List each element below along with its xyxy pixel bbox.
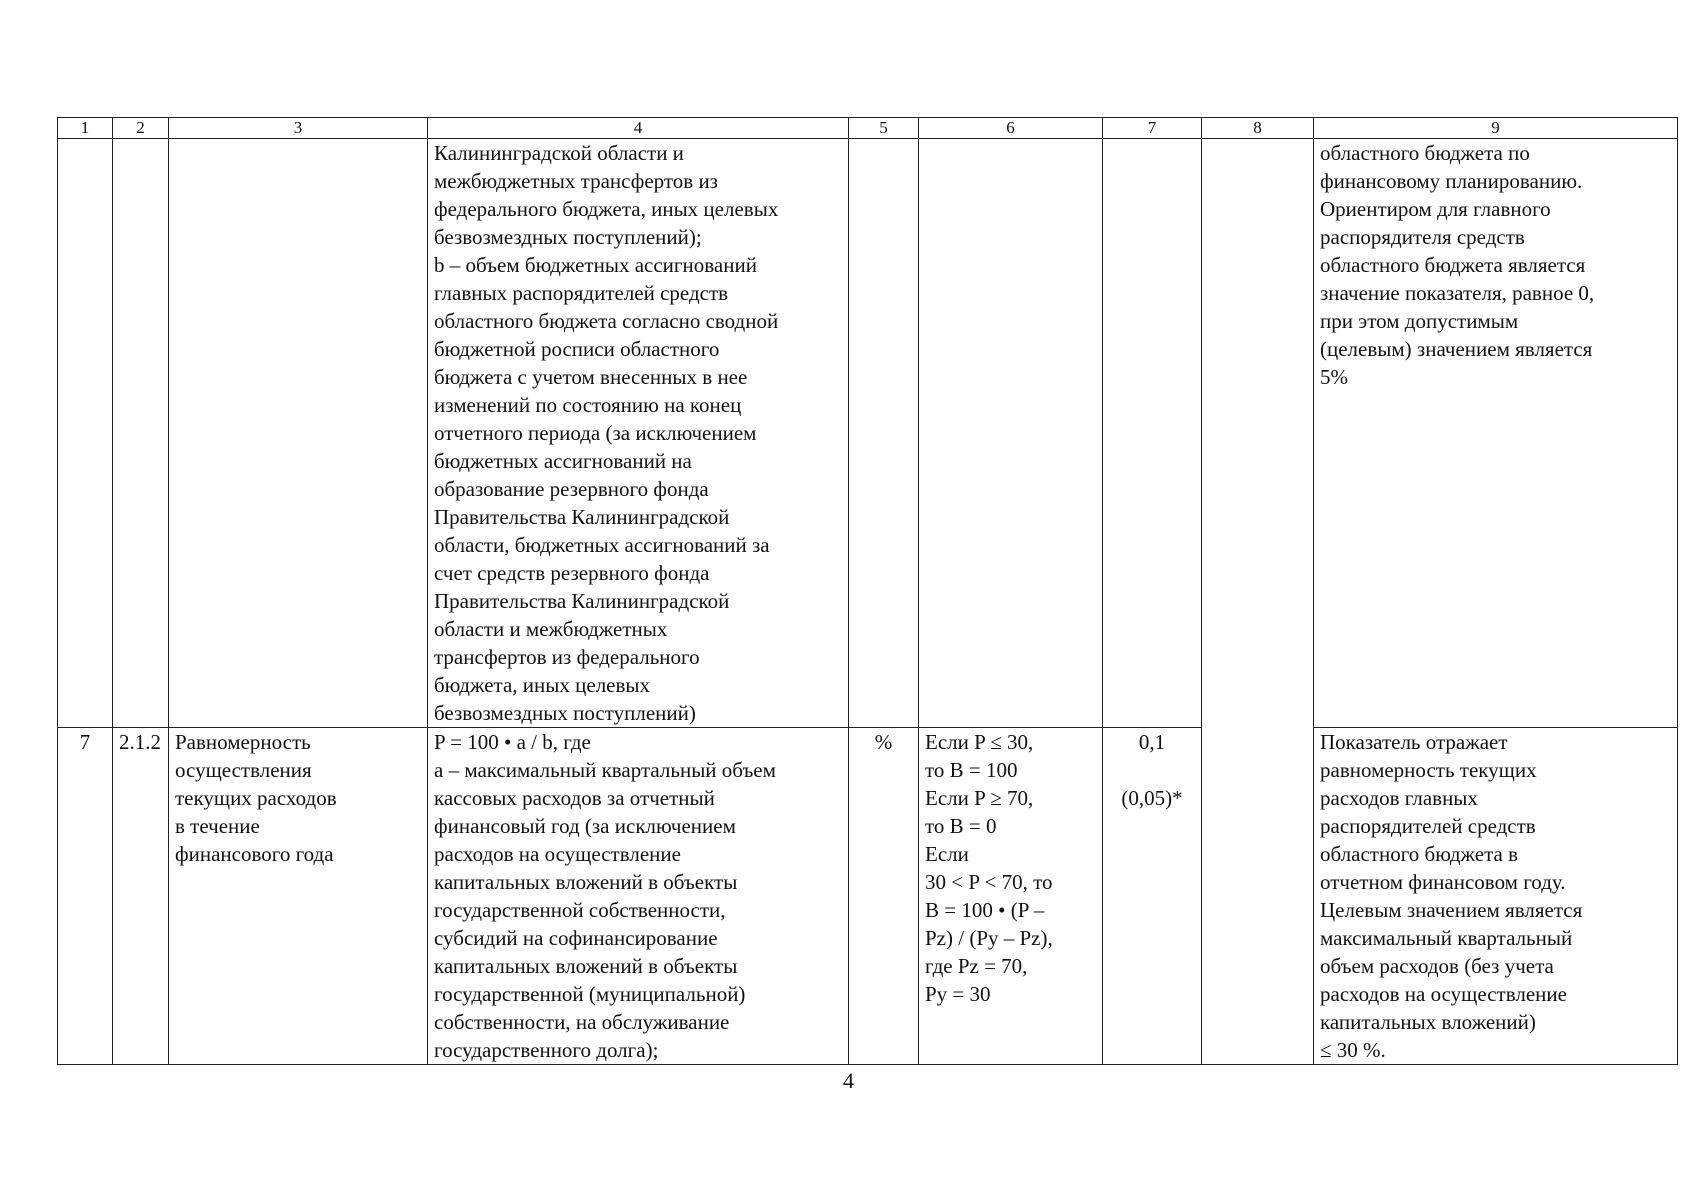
column-8-merged-cell — [1202, 139, 1314, 1065]
column-header-7: 7 — [1103, 118, 1202, 139]
column-header-8: 8 — [1202, 118, 1314, 139]
continuation-cell-1 — [58, 139, 113, 728]
continuation-cell-7 — [1103, 139, 1202, 728]
indicator-formula: P = 100 • a / b, где a – максимальный квартальный объем кассовых расходов за отчетный финансовый год (за исключением расходов на осуществление капитальных вложений в объекты государственной собственности, субсидий на софинансирование капитальных вложений в объекты государственной (муниципальной) собственности, на обслуживание государственного долга); — [428, 728, 849, 1065]
column-number-row — [58, 118, 1678, 139]
continuation-formula-text: Калининградской области и межбюджетных трансфертов из федерального бюджета, иных целевых безвозмездных поступлений); b – объем бюджетных ассигнований главных распорядителей средств областного бюджета согласно сводной бюджетной росписи областного бюджета с учетом внесенных в нее изменений по состоянию на конец отчетного периода (за исключением бюджетных ассигнований на образование резервного фонда Правительства Калининградской области, бюджетных ассигнований за счет средств резервного фонда Правительства Калининградской области и межбюджетных трансфертов из федерального бюджета, иных целевых безвозмездных поступлений) — [428, 139, 849, 728]
column-header-9: 9 — [1314, 118, 1678, 139]
weight-gap — [1109, 756, 1195, 784]
continuation-comment-text: областного бюджета по финансовому планированию. Ориентиром для главного распорядителя средств областного бюджета является значение показателя, равное 0, при этом допустимым (целевым) значением является 5% — [1314, 139, 1678, 728]
scoring-rule: Если P ≤ 30, то B = 100 Если P ≥ 70, то B = 0 Если 30 < P < 70, то B = 100 • (P – Pz) / (Py – Pz), где Pz = 70, Py = 30 — [919, 728, 1103, 1065]
page-number: 4 — [843, 1068, 854, 1093]
table-row-7 — [58, 728, 1678, 1065]
indicator-table — [57, 117, 1678, 1065]
continuation-cell-6 — [919, 139, 1103, 728]
weight-alt-value: (0,05)* — [1121, 786, 1183, 810]
indicator-comment: Показатель отражает равномерность текущих расходов главных распорядителей средств областного бюджета в отчетном финансовом году. Целевым значением является максимальный квартальный объем расходов (без учета расходов на осуществление капитальных вложений) ≤ 30 %. — [1314, 728, 1678, 1065]
row-number: 7 — [58, 728, 113, 1065]
indicator-name: Равномерность осуществления текущих расходов в течение финансового года — [169, 728, 428, 1065]
column-header-2: 2 — [113, 118, 169, 139]
continuation-row — [58, 139, 1678, 728]
column-header-6: 6 — [919, 118, 1103, 139]
weight-value: 0,1 — [1138, 730, 1166, 754]
unit-of-measure: % — [849, 728, 919, 1065]
column-header-1: 1 — [58, 118, 113, 139]
column-header-5: 5 — [849, 118, 919, 139]
weight-cell — [1103, 728, 1202, 1065]
indicator-code: 2.1.2 — [113, 728, 169, 1065]
column-header-4: 4 — [428, 118, 849, 139]
continuation-cell-2 — [113, 139, 169, 728]
continuation-cell-5 — [849, 139, 919, 728]
column-header-3: 3 — [169, 118, 428, 139]
continuation-cell-3 — [169, 139, 428, 728]
